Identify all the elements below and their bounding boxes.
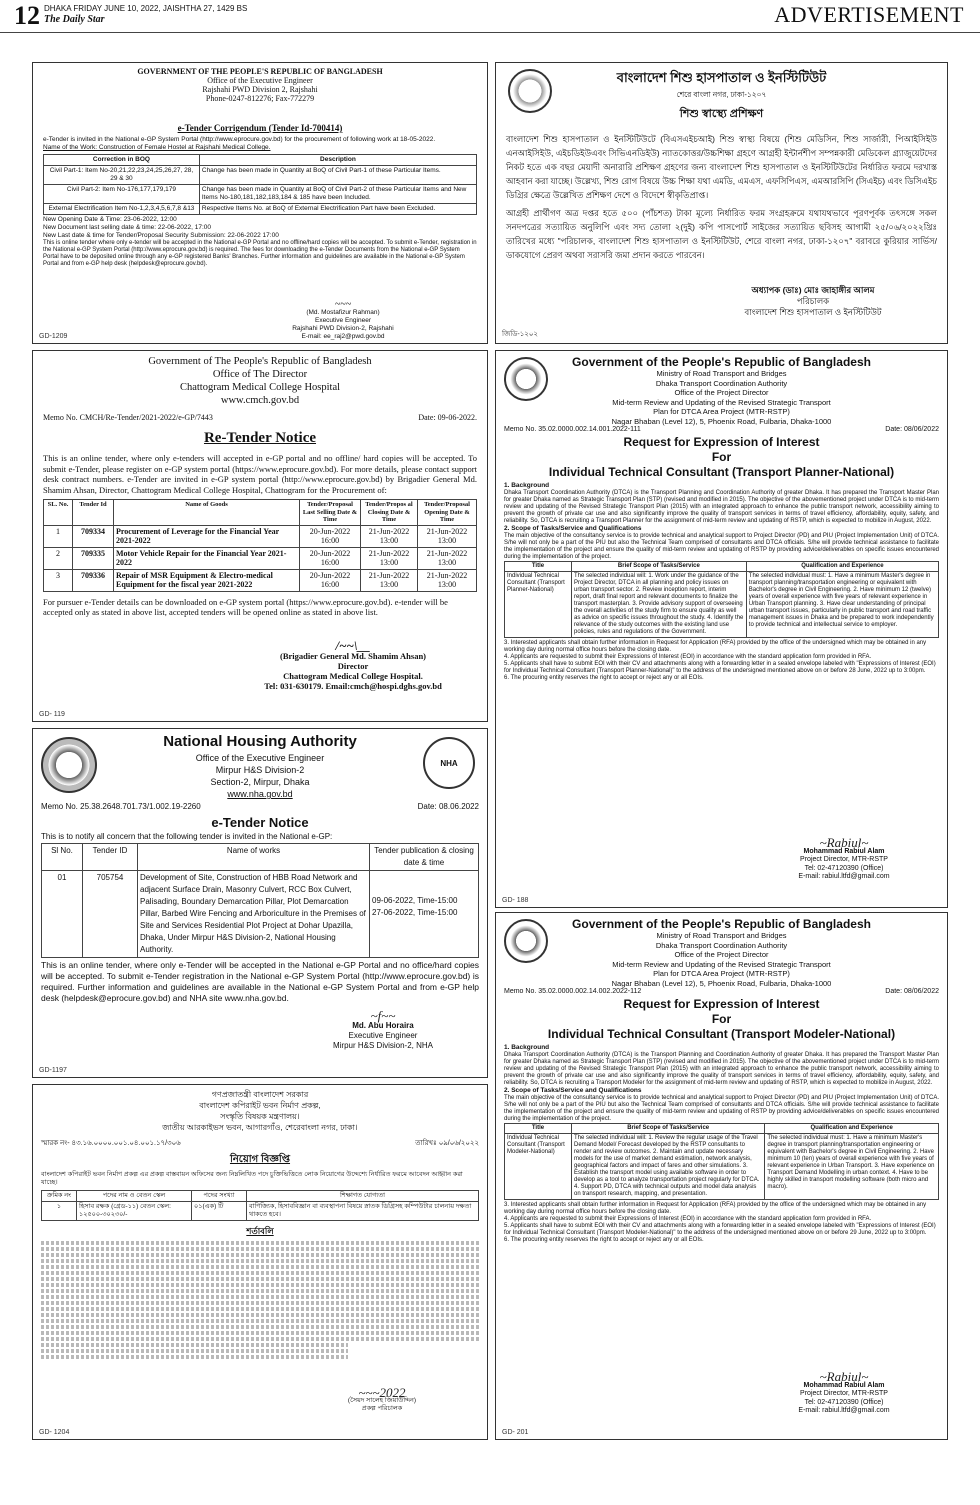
- ad3-cell: 709334: [73, 525, 114, 547]
- ad-code: GD-1209: [39, 333, 68, 340]
- ad1-th: Correction in BOQ: [44, 155, 200, 166]
- ad1-line: Rajshahi PWD Division 2, Rajshahi: [202, 85, 318, 94]
- ad7-th: Qualification and Experience: [765, 1124, 939, 1134]
- ad5-th: শিক্ষাগত যোগ্যতা: [247, 1191, 479, 1202]
- ad-code: GD- 119: [39, 711, 65, 718]
- nha-logo-icon: [423, 737, 475, 789]
- bangladesh-emblem-icon: [41, 737, 97, 793]
- signature: /~~\__: [335, 638, 371, 653]
- ad-rajshahi-pwd: [32, 62, 488, 344]
- ad1-line: Phone-0247-812276; Fax-772279: [205, 94, 315, 103]
- ad4-sign-line: Executive Engineer: [348, 1031, 418, 1040]
- ad-copyright-recruitment: [32, 1084, 488, 1440]
- table-row: [44, 204, 477, 215]
- ad3-cell: 20-Jun-2022 16:00: [300, 569, 361, 591]
- ad3-cell: 3: [44, 569, 73, 591]
- ad4-th: Tender publication & closing date & time: [370, 844, 479, 871]
- ad7-note: 4. Applicants are requested to submit their Expressions of Interest (EOI) in accordance with the standard application form provided in RFA.: [504, 1216, 872, 1222]
- ad6-title-position: Individual Technical Consultant (Transport Planner-National): [548, 465, 895, 479]
- ad3-cell: 709335: [73, 547, 114, 569]
- ad5-cell: ০১(এক) টি: [192, 1202, 247, 1221]
- ad5-table: [41, 1190, 479, 1221]
- ad6-table: [504, 561, 939, 638]
- ad1-line: GOVERNMENT OF THE PEOPLE'S REPUBLIC OF BANGLADESH: [137, 67, 383, 76]
- ad6-note: 4. Applicants are requested to submit their Expressions of Interest (EOI) in accordance with the standard application form provided in RFA.: [504, 654, 872, 660]
- ad5-line: বাংলাদেশ কপিরাইট ভবন নির্মাণ প্রকল্প,: [199, 1101, 321, 1110]
- ad3-date: Date: 09-06-2022.: [418, 413, 477, 422]
- ad7-note: 6. The procuring entity reserves the right to accept or reject any or all EOIs.: [504, 1237, 704, 1243]
- ad3-sign-line: Director: [337, 661, 369, 671]
- ad6-title: Request for Expression of Interest: [623, 435, 820, 449]
- ad7-table: [504, 1123, 939, 1200]
- ad7-memo: Memo No. 35.02.0000.002.14.002.2022-112: [504, 988, 642, 995]
- ad3-sign-line: Tel: 031-630179. Email:cmch@hospi.dghs.gov.bd: [264, 681, 442, 691]
- ad-code: GD-1197: [39, 1067, 67, 1074]
- ad7-title-position: Individual Technical Consultant (Transport Modeler-National): [547, 1027, 896, 1041]
- ad2-sign-org: বাংলাদেশ শিশু হাসপাতাল ও ইনস্টিটিউট: [744, 307, 882, 317]
- signature: ~Rabiul~: [819, 835, 869, 850]
- ad2-heading: শিশু স্বাস্থ্যে প্রশিক্ষণ: [679, 108, 764, 120]
- ad1-cell: Change has been made in Quantity at BoQ of Civil Part-1 of these Particular Items.: [199, 166, 476, 185]
- ad4-footer: This is an online tender, where only e-Tender will be accepted in the National e-GP Portal and no office/hard copies will be accepted. To submit e-Tender registration in the National e-GP System Portal (http://www.eprocure.gov.bd) is required. Further information and guidelines are available in the National e-GP System Portal and from e-GP help desk (helpdesk@eprocure.gov.bd) and NHA site www.nha.gov.bd.: [41, 960, 479, 1003]
- ad4-intro: This is to notify all concern that the following tender is invited in the National e-GP:: [41, 832, 333, 841]
- ad-code: GD- 201: [502, 1429, 529, 1436]
- ad7-line: Dhaka Transport Coordination Authority: [655, 940, 788, 950]
- table-row: [505, 1134, 939, 1200]
- ad5-intro: বাংলাদেশ কপিরাইট ভবন নির্মাণ প্রকল্প এর প্রকল্প বাস্তবায়ন অফিসের জন্য নিম্নলিখিত পদে চুক্তিভিত্তিতে লোক নিয়োগের উদ্দেশ্যে নির্ধারিত ফরমে আবেদন আহ্বান করা যাচ্ছে।: [41, 1171, 463, 1186]
- ad1-cell: External Electrification Item No-1,2,3,4,5,6,7,8 &13: [44, 204, 200, 215]
- ad3-th: Tender/Proposal Last Selling Date & Time: [300, 500, 361, 526]
- ad5-conditions-title: শর্তাবলি: [246, 1226, 274, 1236]
- ad1-date: New Document last selling date & time: 22-06-2022, 17:00: [43, 224, 212, 231]
- ad6-bg-head: 1. Background: [504, 482, 550, 489]
- ad5-cell: বাণিজ্যিক, হিসাববিজ্ঞান বা ব্যবস্থাপনা বিষয়ে স্নাতক ডিগ্রিসহ কম্পিউটার চালনায় দক্ষতা থাকতে হবে।: [247, 1202, 479, 1221]
- ad7-line: Nagar Bhaban (Level 12), 5, Phoenix Road, Fulbaria, Dhaka-1000: [611, 978, 832, 988]
- ad4-line: Office of the Executive Engineer: [195, 753, 325, 763]
- ad6-line: Dhaka Transport Coordination Authority: [655, 378, 788, 388]
- table-row: [44, 166, 477, 185]
- ad1-cell: Change has been made in Quantity at BoQ of Civil Part-2 of these Particular Items and New Items No-180,181,182,183,184 & 185 have been Included.: [199, 185, 476, 204]
- ad1-line: Office of the Executive Engineer: [207, 76, 313, 85]
- ad6-signer: Mohammad Rabiul Alam: [803, 847, 885, 855]
- ad7-title-for: For: [711, 1012, 732, 1026]
- ad4-signer: Md. Abu Horaira: [352, 1021, 414, 1030]
- page-number: 12: [14, 1, 40, 30]
- ad3-memo: Memo No. CMCH/Re-Tender/2021-2022/e-GP/7443: [43, 413, 213, 422]
- ad7-line: Office of the Project Director: [674, 950, 769, 959]
- ad4-th: Name of works: [138, 844, 370, 871]
- ad-code: GD- 1204: [39, 1429, 70, 1436]
- ad5-date: তারিখঃ ০৯/০৬/২০২২: [415, 1140, 479, 1147]
- table-row: [44, 185, 477, 204]
- ad5-th: পদের সংখ্যা: [192, 1191, 247, 1202]
- ad3-cell: 21-Jun-2022 13:00: [361, 547, 418, 569]
- ad7-cell: The selected individual will: 1. Review the regular usage of the Travel Demand Model/ Forecast developed by the RSTP consultants to render and review outcomes. 2. Maintain and update necessary models for the use of market demand estimation, network analysis, geographical factors and impact of fares and other simulations. 3. Establish the transport model using available software in order to develop as a tool to analyze transportation project regularly for DTCA. 4. Support PD, DTCA with technical outputs and model data analysis on transport research, mapping, and presentation.: [572, 1134, 765, 1200]
- signature: ~f~~: [370, 1008, 396, 1023]
- ad7-title: Request for Expression of Interest: [623, 997, 820, 1011]
- ad1-work: Name of the Work: Construction of Female Hostel at Rajshahi Medical College.: [43, 144, 271, 151]
- ad3-cell: 21-Jun-2022 13:00: [418, 569, 477, 591]
- ad3-th: Tender/Proposal Opening Date & Time: [418, 500, 477, 526]
- ad7-note: 5. Applicants shall have to submit EOI with their CV and attachments along with a forwarding letter in a sealed envelope labeled with "Expressions of Interest (EOI) for Individual Technical Consultant (Transport Modeler-National)" to the address of the undersigned mentioned above on or before 29 June, 2022 up to 3:00pm.: [504, 1223, 936, 1236]
- ad6-cell: Individual Technical Consultant (Transport Planner-National): [505, 572, 572, 638]
- ad1-sign-line: E-mail: ee_raj2@pwd.gov.bd: [301, 333, 385, 340]
- ad3-table: [43, 499, 477, 592]
- ad5-line: গণপ্রজাতন্ত্রী বাংলাদেশ সরকার: [211, 1090, 309, 1099]
- bangladesh-emblem-icon: [504, 357, 548, 401]
- table-row: [505, 572, 939, 638]
- ad3-line: Office of The Director: [212, 369, 308, 380]
- ad6-note: 5. Applicants shall have to submit EOI with their CV and attachments along with a forwarding letter in a sealed envelope labeled with "Expressions of Interest (EOI) for Individual Technical Consultant (Transport Planner-National)" to the address of the undersigned mentioned above on or before 28 June, 2022 up to 3:00pm.: [504, 661, 936, 674]
- ad4-cell: 09-06-2022, Time-15:00 27-06-2022, Time-15:00: [370, 871, 479, 958]
- newspaper-name: The Daily Star: [44, 14, 105, 25]
- ad2-title: বাংলাদেশ শিশু হাসপাতাল ও ইনস্টিটিউট: [616, 70, 827, 85]
- ad3-sign-line: Chattogram Medical College Hospital.: [283, 671, 423, 681]
- ad5-th: পদের নাম ও বেতন স্কেল: [77, 1191, 192, 1202]
- dateline: DHAKA FRIDAY JUNE 10, 2022, JAISHTHA 27, 1429 BS: [44, 4, 248, 13]
- ad2-signer: অধ্যাপক (ডাঃ) মোঃ জাহাঙ্গীর আলম: [751, 285, 875, 295]
- ad5-conditions-text: [41, 1241, 479, 1359]
- ad1-signer: (Md. Mostafizur Rahman): [306, 309, 380, 316]
- ad4-line: Section-2, Mirpur, Dhaka: [210, 777, 310, 787]
- ad6-sign-line: E-mail: rabiul.ltfd@gmail.com: [798, 873, 890, 880]
- ad-code: জিডি-১২০২: [502, 331, 538, 338]
- ad2-para1: বাংলাদেশ শিশু হাসপাতাল ও ইনস্টিটিউটে (বিএসএইচআই) শিশু স্বাস্থ্য বিষয়ে (শিশু মেডিসিন, শিশু সার্জারী, পিআইসিইউ এনআইসিইউ, এইচডিইউএবং সিভিএনডিইউ) ন্যাতকোত্তর/উচ্চশিক্ষা গ্রহণে আগ্রহী ইন্টার্নশীপ সম্পন্নকারী মেডিকেল গ্র্যাজুয়েটদের নিকট হতে এক বছর মেয়াদী অনারারি প্রশিক্ষণ গ্রহণের জন্য বাংলাদেশ শিশু হাসপাতাল ও ইনস্টিটিউটের নির্ধারিত ফরমে দরখাস্ত আহবান করা যাচ্ছে। উল্লেখ্য, শিশু রোগ বিষয়ে উচ্চ শিক্ষা যথা এমডি, এমএস, এফসিপিএস, এমআরসিপি (সিএইচ) এবং ডিসিএইচ ডিগ্রির ক্ষেত্রে উল্লেখিত প্রশিক্ষণ দেশে ও বিদেশে স্বীকৃতিপ্রাপ্ত।: [506, 134, 937, 200]
- ad6-sign-line: Project Director, MTR-RSTP: [800, 856, 888, 863]
- ad6-date: Date: 08/06/2022: [885, 426, 939, 433]
- ad6-th: Brief Scope of Tasks/Service: [572, 562, 747, 572]
- table-row: [42, 1202, 479, 1221]
- table-row: [42, 871, 479, 958]
- bangladesh-emblem-icon: [504, 919, 548, 963]
- ad7-date: Date: 08/06/2022: [885, 988, 939, 995]
- ad6-line: Mid-term Review and Updating of the Revised Strategic Transport: [612, 397, 831, 407]
- ad7-th: Title: [505, 1124, 572, 1134]
- ad2-para2: আগ্রহী প্রার্থীগণ অত্র দপ্তর হতে ৫০০ (পাঁচশত) টাকা মূল্যে নির্ধারিত ফরম সংগ্রহক্রমে যথাযথভাবে পূরণপূর্বক তৎসঙ্গে সকল সনদপত্রের সত্যায়িত অনুলিপি এবং সদ্য তোলা ২(দুই) কপি পাসপোর্ট সাইজের সত্যায়িত ছবিসহ আগামী ২৫/০৬/২০২২খ্রিঃ তারিখের মধ্যে "পরিচালক, বাংলাদেশ শিশু হাসপাতাল ও ইনস্টিটিউট, শেরে বাংলা নগর, ঢাকা-১২০৭" বরাবরে কুরিয়ার সার্ভিস/ডাকযোগে প্রেরণ অথবা সরাসরি জমা প্রদান করতে পারবেন।: [506, 208, 937, 260]
- ad1-cell: Respective Items No. at BoQ of External Electrification Part have been Excluded.: [199, 204, 476, 215]
- ad3-cell: 20-Jun-2022 16:00: [300, 525, 361, 547]
- ad7-line: Mid-term Review and Updating of the Revised Strategic Transport: [612, 959, 831, 969]
- ad1-intro: e-Tender is invited in the National e-GP System Portal (http://www.eprocure.gov.bd) for the procurement of following work at 18-05-2022.: [43, 136, 436, 143]
- signature: ~~~: [334, 299, 352, 310]
- table-row: [44, 547, 477, 569]
- ad4-table: [41, 843, 479, 958]
- ad4-title: National Housing Authority: [163, 733, 357, 750]
- ad-code: GD- 188: [502, 897, 529, 904]
- page-header: [0, 0, 980, 33]
- ad5-memo: স্মারক নং- ৪৩.১৬.০০০০.০০১.০৪.০০১.১৭/৩০৬: [41, 1140, 181, 1147]
- ad3-cell: Repair of MSR Equipment & Electro-medical Equipment for the fiscal year 2021-2022: [114, 569, 300, 591]
- ad5-sign-role: প্রকল্প পরিচালক: [361, 1405, 403, 1412]
- ad3-cell: 21-Jun-2022 13:00: [361, 569, 418, 591]
- ad7-signer: Mohammad Rabiul Alam: [803, 1381, 885, 1389]
- ad3-th: Name of Goods: [114, 500, 300, 526]
- ad3-line: Chattogram Medical College Hospital: [179, 382, 341, 393]
- ad1-footer: This is online tender where only e-tender will be accepted in the National e-GP Portal and no offline/hard copies will be accepted. To submit e-Tender, registration in the National e-GP System Portal (http://www.eprocure.gov.bd) is required. The fees for downloading the e-Tender Documents from the National e-GP System Portal have to be deposited online through any e-GP registered Banks' Branches. Further information and guidelines are available in the National e-GP System Portal and from e-GP help desk (helpdesk@eprocure.gov.bd).: [43, 240, 477, 267]
- signature: ~~~2022: [358, 1385, 406, 1400]
- ad-nha-etender: [32, 728, 488, 1078]
- ad3-cell: 21-Jun-2022 13:00: [418, 525, 477, 547]
- ad3-footer: For pursuer e-Tender details can be downloaded on e-GP system portal (https://www.eprocure.gov.bd). e-tender will be accepted only as stated in above list, accepted tenders will be opened online as stated in above list.: [43, 596, 448, 617]
- ad2-sign-role: পরিচালক: [796, 296, 830, 306]
- section-title: ADVERTISEMENT: [774, 2, 964, 27]
- hospital-logo: [508, 69, 552, 113]
- ad6-scope-head: 2. Scope of Tasks/Service and Qualifications: [504, 525, 642, 532]
- table-row: [44, 569, 477, 591]
- ad7-line: Government of the People's Republic of Bangladesh: [572, 917, 871, 931]
- ad6-line: Plan for DTCA Area Project (MTR-RSTP): [653, 407, 790, 416]
- ad4-line: Mirpur H&S Division-2: [215, 765, 305, 775]
- ad3-cell: Motor Vehicle Repair for the Financial Year 2021-2022: [114, 547, 300, 569]
- ad7-line: Plan for DTCA Area Project (MTR-RSTP): [653, 969, 790, 978]
- ad6-line: Government of the People's Republic of Bangladesh: [572, 355, 871, 369]
- ad7-line: Ministry of Road Transport and Bridges: [656, 931, 787, 940]
- ad6-line: Office of the Project Director: [674, 388, 769, 397]
- ad3-intro: This is an online tender, where only e-tenders will accepted in e-GP portal and no offline/ hard copies will be accepted. To submit e-Tender, please register on e-GP system portal (https://www.eprocure.gov.bd). For more details, please contact support desk contract numbers. e-Tender are invited in e-GP system portal (http://www.eprocure.gov.bd) by Brigadier General Md. Shamim Ahsan, Director, Chattogram Medical College Hospital, Chattogram for the Procurement of:: [43, 453, 477, 495]
- ad1-table: [43, 154, 477, 215]
- ad3-cell: 20-Jun-2022 16:00: [300, 547, 361, 569]
- ad4-cell: 01: [42, 871, 83, 958]
- ad5-cell: হিসাব রক্ষক (গ্রেড-১১) বেতন স্কেল: ১২৫০০-৩০২৩০/-: [77, 1202, 192, 1221]
- ad4-memo: Memo No. 25.38.2648.701.73/1.002.19-2260: [41, 802, 201, 811]
- ad7-scope-head: 2. Scope of Tasks/Service and Qualifications: [504, 1087, 642, 1094]
- ad7-cell: The selected individual must: 1. Have a minimum Master's degree in transport planning/transportation engineering or equivalent with Bachelor's degree in Civil Engineering. 2. Have minimum 10 (ten) years of overall experience with five years of relevant experience in Urban Transport. 3. Have experience on Transport Demand Modelling in urban context. 4. Have to be highly skilled in transport modelling software (both micro and macro).: [765, 1134, 939, 1200]
- ad3-line: www.cmch.gov.bd: [220, 395, 300, 406]
- ad3-cell: 21-Jun-2022 13:00: [418, 547, 477, 569]
- ad-cmch-retender: [32, 350, 488, 722]
- ad3-th: Tender Id: [73, 500, 114, 526]
- ad5-signer: (সৈয়দ সালেহ জিয়াউদ্দিন): [347, 1397, 417, 1404]
- ad7-bg: Dhaka Transport Coordination Authority (DTCA) is the Transport Planning and Coordination Authority of greater Dhaka. It has prepared the Transport Master Plan for greater Dhaka named as Strategic Transport Plan (STP) (revised and modified in 2015). The objective of the abovementioned project under DTCA is to mid-term review and updating of the Revised Strategic Transport Plan (2015) with an integrated approach to enhance the public transport network, accessibility aiming to prevent the growth of private car use and also significantly improve the quality of transport services in terms of travel efficiency, affordability, equity, safety, and reliability. So, DTCA is recruiting a Transport Modeler for the assignment of mid-term review and updating of RSTP, which is expected to mobilize in August, 2022.: [504, 1052, 939, 1086]
- ad5-cell: ১: [42, 1202, 77, 1221]
- ad6-th: Title: [505, 562, 572, 572]
- ad-dtca-modeler: [495, 912, 948, 1440]
- ad6-title-for: For: [711, 450, 732, 464]
- ad7-scope: The main objective of the consultancy service is to provide technical and analytical support to Project Director (PD) and PIU (Project Implementation Unit) of DTCA. S/he will not only be a part of the PIU but also the Technical Team comprised of consultants and DTCA officials. S/he will provide technical assistance to facilitate the implementation of the project and ensure the quality of mid-term review and updating of RSTP by providing advice/deliverables on specific issues encountered during the implementation of the project.: [504, 1095, 939, 1122]
- ad1-date: New Last date & time for Tender/Proposal Security Submission: 22-06-2022 17:00: [43, 232, 279, 239]
- signature: ~Rabiul~: [819, 1369, 869, 1384]
- ad2-sub: শেরে বাংলা নগর, ঢাকা-১২০৭: [676, 90, 767, 99]
- ad7-bg-head: 1. Background: [504, 1044, 550, 1051]
- ad1-title: e-Tender Corrigendum (Tender Id-700414): [177, 123, 343, 133]
- ad4-date: Date: 08.06.2022: [417, 802, 479, 811]
- ad1-th: Description: [199, 155, 476, 166]
- ad6-line: Ministry of Road Transport and Bridges: [656, 369, 787, 378]
- ad1-cell: Civil Part-1: Item No-20,21,22,23,24,25,26,27, 28, 29 & 30: [44, 166, 200, 185]
- ad4-cell: Development of Site, Construction of HBB Road Network and adjacent Surface Drain, Masonry Culvert, RCC Box Culvert, Palisading, Boundary Demarcation Pillar, Plot Demarcation Pillar, Barbed Wire Fencing and Arboriculture in the Premises of Site and Services Residential Plot Project at Dohar Upazilla, Dhaka, Under Mirpur H&S Division-2, National Housing Authority.: [138, 871, 370, 958]
- ad3-cell: 709336: [73, 569, 114, 591]
- ad6-cell: The selected individual must: 1. Have a minimum Master's degree in transport planning/transportation engineering or equivalent with Bachelor's degree in Civil Engineering. 2. Have minimum 12 (twelve) years of overall experience with five years of relevant experience in Urban Transport planning. 3. Have clear understanding of principal urban transport issues, particularly in public transport and road traffic management issues in Dhaka and be prepared to work independently to provide technical and intellectual service to employer.: [746, 572, 938, 638]
- ad7-sign-line: Tel: 02-47120390 (Office): [804, 1398, 884, 1406]
- ad1-sign-line: Rajshahi PWD Division-2, Rajshahi: [292, 325, 394, 332]
- ad3-cell: 1: [44, 525, 73, 547]
- ad6-scope: The main objective of the consultancy service is to provide technical and analytical support to Project Director (PD) and PIU (Project Implementation Unit) of DTCA. S/he will not only be a part of the PIU but also the Technical Team comprised of consultants and DTCA officials. S/he will provide technical assistance to facilitate the implementation of the project and ensure the quality of mid-term review and updating of RSTP by providing advice/deliverables on specific issues encountered during the implementation of the project.: [504, 533, 939, 560]
- ad7-th: Brief Scope of Tasks/Service: [572, 1124, 765, 1134]
- ad4-website-link[interactable]: www.nha.gov.bd: [227, 789, 293, 799]
- ad6-memo: Memo No. 35.02.0000.002.14.001.2022-111: [504, 426, 641, 433]
- ad6-note: 3. Interested applicants shall obtain further information in Request for Application (RFA) provided by the office of the undersigned which may be obtained in any working day during normal office hours before the closing date.: [504, 640, 927, 653]
- ad4-th: Tender ID: [83, 844, 138, 871]
- ad5-th: ক্রমিক নং: [42, 1191, 77, 1202]
- ad6-sign-line: Tel: 02-47120390 (Office): [804, 864, 884, 872]
- ad3-th: Tender/Propos al Closing Date & Time: [361, 500, 418, 526]
- ad7-note: 3. Interested applicants shall obtain further information in Request for Application (RFA) provided by the office of the undersigned which may be obtained in any working day during normal office hours before the closing date.: [504, 1202, 927, 1215]
- ad4-cell: 705754: [83, 871, 138, 958]
- ad1-date: New Opening Date & Time: 23-06-2022, 12:00: [43, 216, 177, 223]
- ad3-title: Re-Tender Notice: [203, 430, 317, 446]
- ad-child-hospital: [495, 62, 948, 344]
- table-row: [44, 525, 477, 547]
- ad5-title: নিয়োগ বিজ্ঞপ্তি: [229, 1154, 291, 1165]
- ad4-sign-line: Mirpur H&S Division-2, NHA: [332, 1041, 434, 1050]
- ad3-cell: 2: [44, 547, 73, 569]
- ad3-cell: Procurement of Leverage for the Financial Year 2021-2022: [114, 525, 300, 547]
- ad5-line: জাতীয় আরকাইভস ভবন, আগারগাঁও, শেরেবাংলা নগর, ঢাকা।: [162, 1123, 358, 1132]
- nha-logo-text: NHA: [440, 758, 458, 768]
- ad-dtca-planner: [495, 350, 948, 908]
- ad6-line: Nagar Bhaban (Level 12), 5, Phoenix Road, Fulbaria, Dhaka-1000: [611, 416, 832, 426]
- ad5-line: সংস্কৃতি বিষয়ক মন্ত্রণালয়।: [220, 1112, 300, 1121]
- ad6-bg: Dhaka Transport Coordination Authority (DTCA) is the Transport Planning and Coordination Authority of greater Dhaka. It has prepared the Transport Master Plan for greater Dhaka named as Strategic Transport Plan (STP) (revised and modified in 2015). The objective of the abovementioned project under DTCA is to mid-term review and updating of the Revised Strategic Transport Plan (2015) with an integrated approach to enhance the public transport network, accessibility aiming to prevent the growth of private car use and also significantly improve the quality of transport services in terms of travel efficiency, affordability, equity, safety, and reliability. So, DTCA is recruiting a Transport Planner for the assignment of mid-term review and updating of RSTP, which is expected to mobilize in August, 2022.: [504, 490, 939, 524]
- ad6-cell: The selected individual will: 1. Work under the guidance of the Project Director, DTCA in all planning and policy issues on urban transport sector. 2. Review inception report, interim report, draft final report and relevant documents to finalize the transport masterplan. 3. Provide advisory support of overseeing the overall activities of the study firm to ensure quality as well as advice on specific issues throughout the study. 4. Identify the relevance of the study outcomes with the existing land use policies, rules and regulations of the Government.: [572, 572, 747, 638]
- ad3-line: Government of The People's Republic of Bangladesh: [148, 356, 372, 367]
- ad7-sign-line: E-mail: rabiul.ltfd@gmail.com: [798, 1407, 890, 1414]
- ad7-cell: Individual Technical Consultant (Transport Modeler-National): [505, 1134, 572, 1200]
- ad6-note: 6. The procuring entity reserves the right to accept or reject any or all EOIs.: [504, 675, 704, 681]
- ad4-notice-title: e-Tender Notice: [211, 815, 309, 830]
- ad4-th: Sl No.: [42, 844, 83, 871]
- ad6-th: Qualification and Experience: [746, 562, 938, 572]
- ad7-sign-line: Project Director, MTR-RSTP: [800, 1390, 888, 1397]
- ad3-signer: (Brigadier General Md. Shamim Ahsan): [280, 651, 426, 661]
- ad1-cell: Civil Part-2: Item No-176,177,179,179: [44, 185, 200, 204]
- ad3-cell: 21-Jun-2022 13:00: [361, 525, 418, 547]
- ad3-th: SL. No.: [44, 500, 73, 526]
- ad1-sign-line: Executive Engineer: [314, 317, 371, 324]
